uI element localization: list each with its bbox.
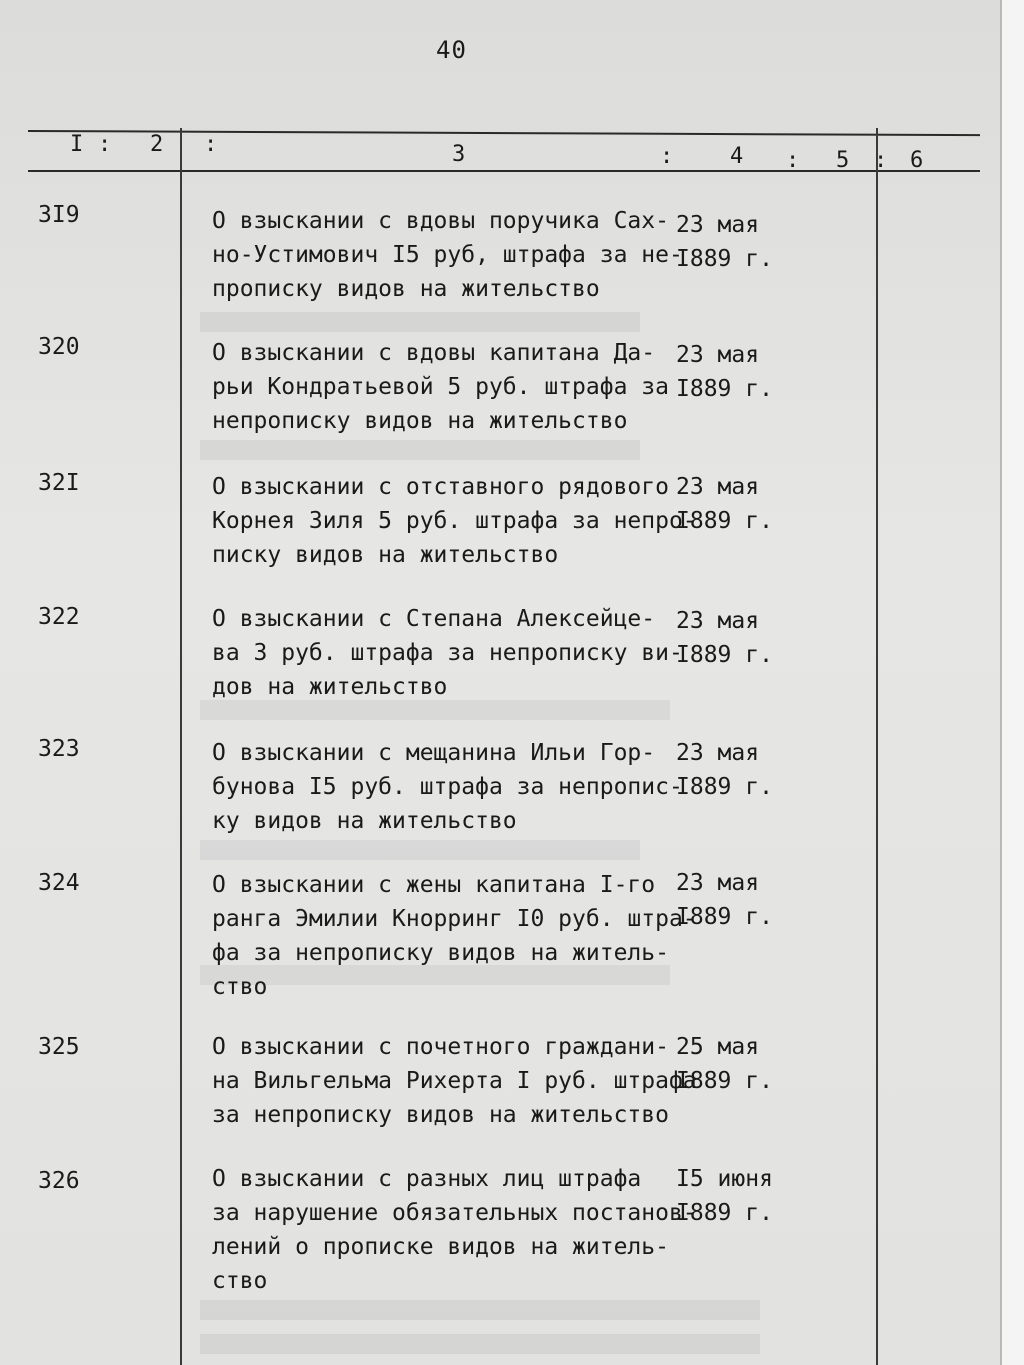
header-col-2: 2	[150, 132, 164, 157]
entry-number: 32I	[38, 470, 80, 496]
entry-number: 320	[38, 334, 80, 360]
entry-number: 325	[38, 1034, 80, 1060]
bleed-through-line	[200, 312, 640, 332]
bleed-through-line	[200, 1334, 760, 1354]
bleed-through-line	[200, 440, 640, 460]
entry-text: О взыскании с почетного граждани- на Вильгельма Рихерта I руб. штрафа за непрописку видов на жительство	[212, 1034, 697, 1128]
page-number: 40	[436, 36, 467, 64]
entry-date: 25 мая I889 г.	[676, 1034, 773, 1094]
entry-text: О взыскании с жены капитана I-го ранга Эмилии Кнорринг I0 руб. штра- фа за непрописку видов на житель- ство	[212, 872, 697, 1000]
entry-text: О взыскании с мещанина Ильи Гор- бунова I5 руб. штрафа за непропис- ку видов на жительство	[212, 740, 683, 834]
bleed-through-line	[200, 840, 640, 860]
entry-date: 23 мая I889 г.	[676, 870, 773, 930]
header-col-5: 5	[836, 148, 850, 173]
column-divider	[876, 128, 878, 1365]
header-sep: :	[204, 132, 218, 157]
header-col-1: I	[70, 132, 84, 157]
entry-text: О взыскании с вдовы поручика Сах- но-Устимович I5 руб, штрафа за не- прописку видов на жительство	[212, 208, 683, 302]
entry-number: 322	[38, 604, 80, 630]
entry-date: 23 мая I889 г.	[676, 474, 773, 534]
header-col-6: 6	[910, 148, 924, 173]
entry-text: О взыскании с разных лиц штрафа за нарушение обязательных постанов- лений о прописке видов на житель- ство	[212, 1166, 697, 1294]
entry-date: 23 мая I889 г.	[676, 342, 773, 402]
header-sep: :	[660, 144, 674, 169]
header-sep: :	[874, 148, 888, 173]
entry-date: 23 мая I889 г.	[676, 740, 773, 800]
page-edge	[1000, 0, 1024, 1365]
header-sep: :	[98, 132, 112, 157]
header-col-3: 3	[452, 142, 466, 167]
entry-date: 23 мая I889 г.	[676, 608, 773, 668]
entry-text: О взыскании с вдовы капитана Да- рьи Кондратьевой 5 руб. штрафа за непрописку видов на жительство	[212, 340, 669, 434]
entry-number: 326	[38, 1168, 80, 1194]
entry-number: 324	[38, 870, 80, 896]
header-sep: :	[786, 148, 800, 173]
entry-text: О взыскании с Степана Алексейце- ва 3 руб. штрафа за непрописку ви- дов на жительство	[212, 606, 683, 700]
entry-number: 3I9	[38, 202, 80, 228]
column-divider	[180, 128, 182, 1365]
entry-text: О взыскании с отставного рядового Корнея Зиля 5 руб. штрафа за непро- писку видов на жительство	[212, 474, 697, 568]
header-col-4: 4	[730, 144, 744, 169]
entry-date: 23 мая I889 г.	[676, 212, 773, 272]
entry-date: I5 июня I889 г.	[676, 1166, 773, 1226]
bleed-through-line	[200, 1300, 760, 1320]
table-header	[0, 132, 1000, 173]
entry-number: 323	[38, 736, 80, 762]
